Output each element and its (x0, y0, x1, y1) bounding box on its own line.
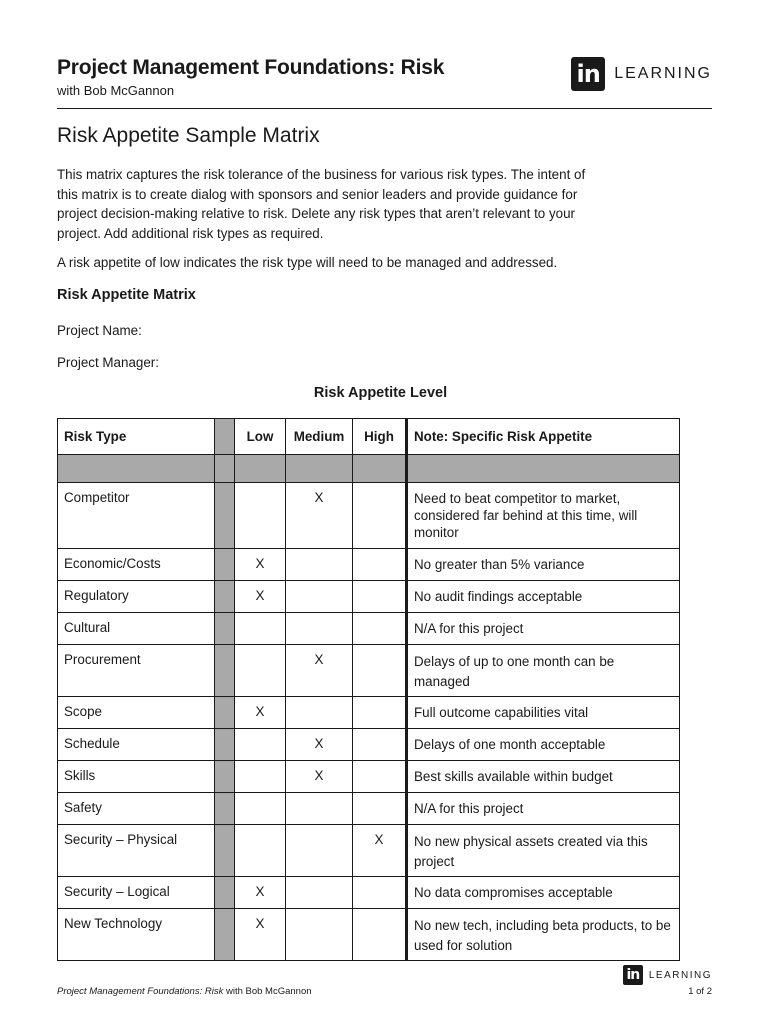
table-row (58, 613, 680, 645)
note-cell: No new physical assets created via this project (407, 825, 680, 877)
note-cell: Best skills available within budget (407, 761, 680, 793)
note-cell: N/A for this project (407, 613, 680, 645)
band-cell (215, 455, 235, 483)
header-high: High (353, 419, 407, 455)
band-cell (235, 455, 286, 483)
risk-type-cell: Security – Physical (58, 825, 215, 877)
medium-cell (286, 793, 353, 825)
spacer-cell (215, 909, 235, 961)
page-number: 1 of 2 (688, 986, 712, 997)
table-row (58, 581, 680, 613)
risk-type-cell: Scope (58, 697, 215, 729)
high-cell: X (353, 825, 407, 877)
risk-type-cell: Economic/Costs (58, 549, 215, 581)
spacer-cell (215, 877, 235, 909)
footer-course: Project Management Foundations: Risk (57, 986, 224, 997)
level-heading: Risk Appetite Level (313, 385, 448, 401)
table-row (58, 729, 680, 761)
medium-cell: X (286, 645, 353, 697)
footer-logo-wordmark: LEARNING (648, 969, 712, 981)
medium-cell (286, 825, 353, 877)
project-name-label: Project Name: (57, 323, 142, 338)
risk-type-cell: Competitor (58, 483, 215, 549)
low-cell: X (235, 877, 286, 909)
band-cell (286, 455, 353, 483)
header-medium: Medium (286, 419, 353, 455)
risk-type-cell: Procurement (58, 645, 215, 697)
page-header (57, 56, 712, 109)
risk-type-cell: Security – Logical (58, 877, 215, 909)
note-cell: Delays of one month acceptable (407, 729, 680, 761)
document-title: Risk Appetite Sample Matrix (57, 124, 320, 147)
high-cell (353, 877, 407, 909)
table-row (58, 761, 680, 793)
table-row (58, 909, 680, 961)
spacer-cell (215, 645, 235, 697)
low-cell: X (235, 549, 286, 581)
low-cell (235, 729, 286, 761)
low-cell (235, 793, 286, 825)
table-row (58, 877, 680, 909)
table-row (58, 697, 680, 729)
high-cell (353, 483, 407, 549)
table-row (58, 645, 680, 697)
medium-cell (286, 697, 353, 729)
spacer-cell (215, 729, 235, 761)
high-cell (353, 729, 407, 761)
note-cell: Full outcome capabilities vital (407, 697, 680, 729)
medium-cell (286, 581, 353, 613)
risk-type-cell: Safety (58, 793, 215, 825)
note-cell: N/A for this project (407, 793, 680, 825)
linkedin-icon: in (623, 965, 643, 985)
note-cell: No greater than 5% variance (407, 549, 680, 581)
medium-cell (286, 549, 353, 581)
low-cell (235, 825, 286, 877)
note-cell: Need to beat competitor to market, considered far behind at this time, will monitor (407, 483, 680, 549)
medium-cell (286, 877, 353, 909)
header-risk-type: Risk Type (58, 419, 215, 455)
risk-appetite-table (57, 418, 680, 961)
medium-cell: X (286, 729, 353, 761)
intro-paragraph: This matrix captures the risk tolerance of the business for various risk types. The intent of this matrix is to create dialog with sponsors and senior leaders and provide guidance for project decision-making relative to risk. Delete any risk types that aren’t relevant to your project. Add additional risk types as required. (57, 167, 586, 241)
spacer-cell (215, 793, 235, 825)
risk-type-cell: Regulatory (58, 581, 215, 613)
high-cell (353, 761, 407, 793)
high-cell (353, 549, 407, 581)
spacer-cell (215, 613, 235, 645)
project-manager-label: Project Manager: (57, 355, 159, 370)
note-cell: No audit findings acceptable (407, 581, 680, 613)
instructor-line: with Bob McGannon (57, 83, 175, 98)
risk-type-cell: New Technology (58, 909, 215, 961)
footer-instructor: with Bob McGannon (223, 986, 312, 997)
high-cell (353, 793, 407, 825)
logo-wordmark: LEARNING (614, 65, 712, 82)
course-title: Project Management Foundations: Risk (57, 56, 445, 79)
band-cell (407, 455, 680, 483)
table-header-row (58, 419, 680, 455)
band-cell (353, 455, 407, 483)
header-note: Note: Specific Risk Appetite (407, 419, 680, 455)
linkedin-learning-logo (571, 57, 712, 91)
low-cell: X (235, 697, 286, 729)
spacer-cell (215, 761, 235, 793)
medium-cell: X (286, 483, 353, 549)
header-low: Low (235, 419, 286, 455)
band-cell (58, 455, 215, 483)
spacer-cell (215, 483, 235, 549)
linkedin-icon: in (571, 57, 605, 91)
low-cell: X (235, 581, 286, 613)
header-spacer (215, 419, 235, 455)
risk-type-cell: Schedule (58, 729, 215, 761)
high-cell (353, 697, 407, 729)
note-cell: No data compromises acceptable (407, 877, 680, 909)
high-cell (353, 581, 407, 613)
table-row (58, 549, 680, 581)
high-cell (353, 909, 407, 961)
footer-citation (57, 986, 312, 997)
spacer-cell (215, 825, 235, 877)
table-row (58, 825, 680, 877)
section-heading: Risk Appetite Matrix (57, 287, 196, 303)
medium-cell: X (286, 761, 353, 793)
table-row (58, 793, 680, 825)
note-cell: No new tech, including beta products, to be used for solution (407, 909, 680, 961)
footer-logo (623, 965, 712, 985)
low-cell (235, 645, 286, 697)
spacer-cell (215, 549, 235, 581)
low-cell (235, 483, 286, 549)
medium-cell (286, 909, 353, 961)
high-cell (353, 613, 407, 645)
risk-type-cell: Skills (58, 761, 215, 793)
spacer-cell (215, 697, 235, 729)
spacer-cell (215, 581, 235, 613)
gray-band-row (58, 455, 680, 483)
low-cell: X (235, 909, 286, 961)
low-appetite-note: A risk appetite of low indicates the risk type will need to be managed and addressed. (57, 255, 558, 270)
risk-type-cell: Cultural (58, 613, 215, 645)
high-cell (353, 645, 407, 697)
low-cell (235, 761, 286, 793)
note-cell: Delays of up to one month can be managed (407, 645, 680, 697)
medium-cell (286, 613, 353, 645)
low-cell (235, 613, 286, 645)
table-row (58, 483, 680, 549)
